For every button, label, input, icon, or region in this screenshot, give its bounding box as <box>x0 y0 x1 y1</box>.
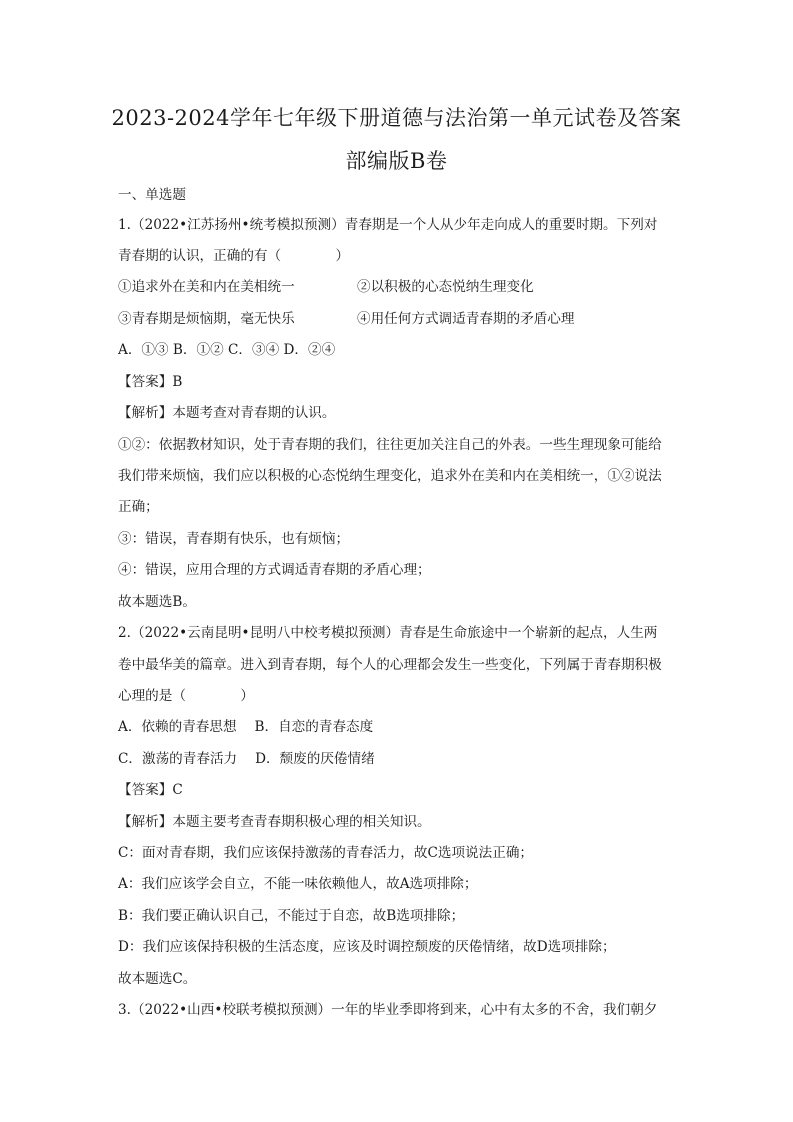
q1-choices: A．①③ B．①② C．③④ D．②④ <box>118 342 336 358</box>
q2-analysis: 【解析】本题主要考查青春期积极心理的相关知识。 <box>118 814 431 830</box>
q2-choices: A．依赖的青春思想 B．自恋的青春态度 <box>118 719 374 735</box>
q2-explanation: D：我们应该保持积极的生活态度，应该及时调控颓废的厌倦情绪，故D选项排除； <box>118 939 616 955</box>
q1-explanation: 我们带来烦恼，我们应以积极的心态悦纳生理变化，追求外在美和内在美相统一，①②说法 <box>118 468 662 484</box>
q1-explanation: ③：错误，青春期有快乐，也有烦恼； <box>118 531 350 547</box>
q1-explanation: ④：错误，应用合理的方式调适青春期的矛盾心理； <box>118 562 431 578</box>
q1-explanation: 正确； <box>118 499 159 515</box>
q1-conclusion: 故本题选B。 <box>118 594 196 610</box>
q1-stem: 1.（2022•江苏扬州•统考模拟预测）青春期是一个人从少年走向成人的重要时期。下列对 <box>118 217 658 233</box>
section-heading: 一、单选题 <box>118 187 186 203</box>
document-title: 2023-2024学年七年级下册道德与法治第一单元试卷及答案 <box>111 106 682 130</box>
q2-conclusion: 故本题选C。 <box>118 971 197 987</box>
q3-stem: 3.（2022•山西•校联考模拟预测）一年的毕业季即将到来，心中有太多的不舍，我们朝夕 <box>118 1002 658 1018</box>
q2-stem: 心理的是（ ） <box>118 688 254 704</box>
q1-explanation: ①②：依据教材知识，处于青春期的我们，往往更加关注自己的外表。一些生理现象可能给 <box>118 437 662 453</box>
q2-stem: 2.（2022•云南昆明•昆明八中校考模拟预测）青春是生命旅途中一个崭新的起点，人生两 <box>118 625 658 641</box>
q1-option-2: ②以积极的心态悦纳生理变化 <box>357 279 534 295</box>
q2-explanation: A：我们应该学会自立，不能一味依赖他人，故A选项排除； <box>118 876 478 892</box>
q1-options-row <box>118 309 678 329</box>
q1-options-row <box>118 277 678 297</box>
q2-stem: 卷中最华美的篇章。进入到青春期，每个人的心理都会发生一些变化，下列属于青春期积极 <box>118 657 662 673</box>
document-subtitle: 部编版B卷 <box>345 149 448 173</box>
q1-option-3: ③青春期是烦恼期，毫无快乐 <box>118 311 295 327</box>
q1-answer: 【答案】B <box>118 374 183 390</box>
q1-analysis: 【解析】本题考查对青春期的认识。 <box>118 405 336 421</box>
q2-explanation: C：面对青春期，我们应该保持激荡的青春活力，故C选项说法正确； <box>118 845 534 861</box>
q1-option-1: ①追求外在美和内在美相统一 <box>118 279 295 295</box>
q1-option-4: ④用任何方式调适青春期的矛盾心理 <box>357 311 575 327</box>
q2-explanation: B：我们要正确认识自己，不能过于自恋，故B选项排除； <box>118 908 465 924</box>
q1-stem: 青春期的认识，正确的有（ ） <box>118 248 350 264</box>
q2-answer: 【答案】C <box>118 782 183 798</box>
q2-choices: C．激荡的青春活力 D．颓废的厌倦情绪 <box>118 751 375 767</box>
